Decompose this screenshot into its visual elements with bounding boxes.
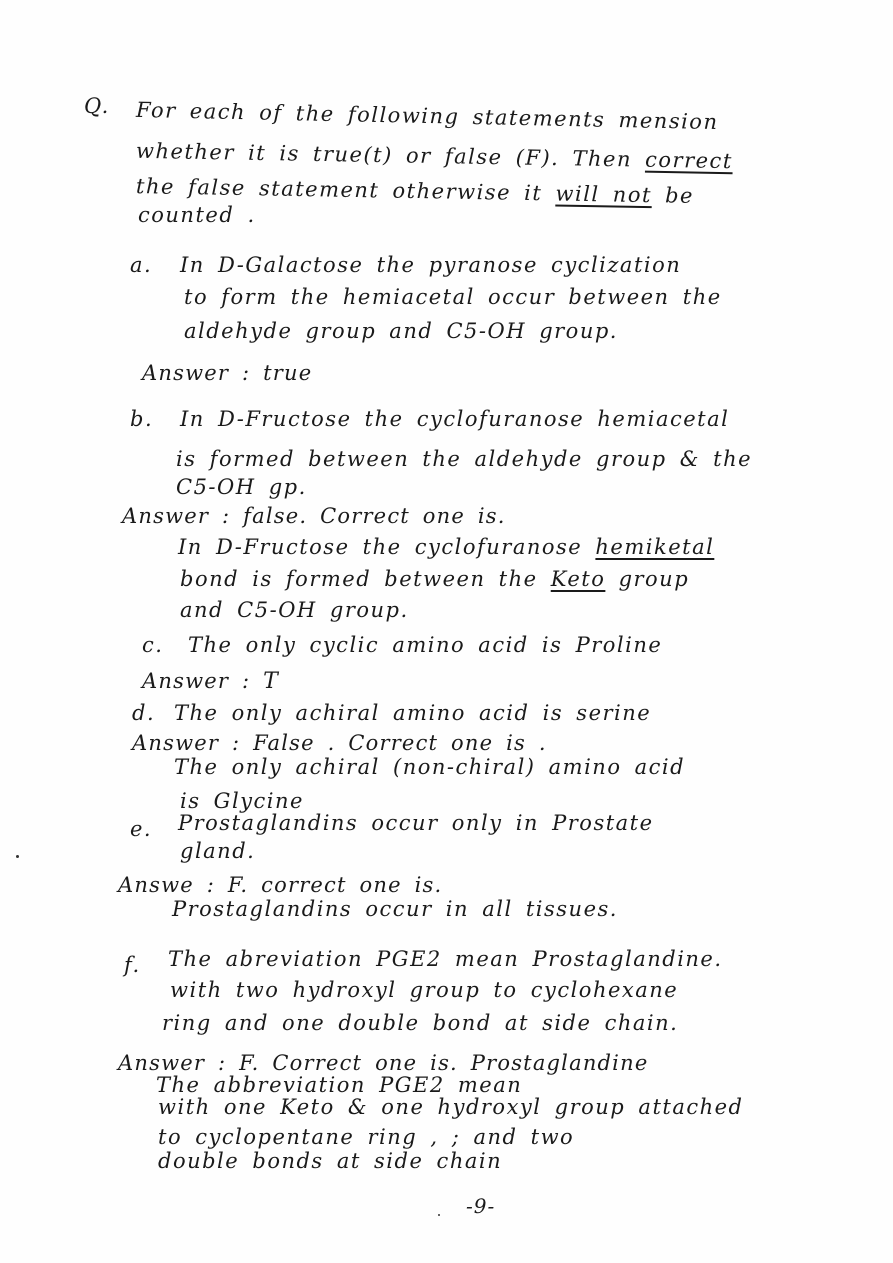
item-c-answer [142, 668, 281, 695]
intro-line-3-text: the false statement otherwise it [135, 174, 543, 206]
item-e-line-2: gland. [180, 839, 256, 863]
item-b-correction-2 [180, 566, 689, 592]
item-a-line-3: aldehyde group and C5-OH group. [184, 319, 618, 343]
item-b-correction-1 [178, 534, 714, 560]
item-d-label: d. [132, 701, 156, 725]
item-b-correction-2-text: bond is formed between the [180, 567, 538, 591]
item-d-correction-1: The only achiral (non-chiral) amino acid [174, 755, 686, 779]
intro-line-1: For each of the following statements mension [135, 97, 719, 135]
item-a-answer: Answer : true [142, 361, 313, 385]
item-b-label: b. [130, 407, 154, 431]
scan-speck [438, 1214, 440, 1216]
intro-line-4: counted . [138, 203, 256, 227]
item-f-correction-2: with one Keto & one hydroxyl group attached [158, 1095, 744, 1119]
intro-line-2-text: whether it is true(t) or false (F). Then [135, 138, 633, 172]
item-c-line-1: The only cyclic amino acid is Proline [188, 633, 663, 657]
scan-speck [16, 855, 19, 858]
item-b-line-3: C5-OH gp. [176, 475, 307, 499]
item-b-correction-2-end: group [618, 567, 690, 591]
item-b-answer: Answer : false. Correct one is. [122, 504, 506, 528]
item-b-line-2: is formed between the aldehyde group & the [176, 447, 753, 471]
item-c-label: c. [142, 633, 164, 657]
item-d-line-1: The only achiral amino acid is serine [174, 701, 652, 725]
item-f-correction-1: The abbreviation PGE2 mean [156, 1073, 523, 1097]
item-e-answer: Answe : F. correct one is. [118, 873, 443, 897]
item-f-label: f. [124, 953, 141, 977]
item-b-line-1: In D-Fructose the cyclofuranose hemiacetal [180, 407, 730, 431]
item-b-hemiketal-underlined: hemiketal [595, 535, 715, 559]
item-e-label: e. [130, 817, 153, 841]
item-f-correction-3: to cyclopentane ring , ; and two [158, 1125, 575, 1149]
item-e-line-1: Prostaglandins occur only in Prostate [178, 811, 654, 835]
item-d-answer: Answer : False . Correct one is . [132, 731, 547, 755]
item-f-answer: Answer : F. Correct one is. Prostaglandine [118, 1051, 649, 1075]
item-a-line-2: to form the hemiacetal occur between the [184, 285, 722, 309]
item-f-correction-4: double bonds at side chain [158, 1149, 503, 1173]
item-a-line-1: In D-Galactose the pyranose cyclization [180, 253, 682, 277]
item-e-correction-1: Prostaglandins occur in all tissues. [172, 897, 618, 921]
item-f-line-2: with two hydroxyl group to cyclohexane [170, 978, 679, 1002]
intro-will-not-underlined: will not [555, 181, 653, 208]
item-b-keto-underlined: Keto [550, 567, 606, 591]
item-f-line-3: ring and one double bond at side chain. [162, 1011, 679, 1035]
item-b-correction-3: and C5-OH group. [180, 598, 409, 622]
item-f-line-1: The abreviation PGE2 mean Prostaglandine. [168, 947, 723, 971]
intro-line-2 [136, 138, 733, 174]
item-a-label: a. [130, 253, 153, 277]
item-d-correction-2: is Glycine [180, 789, 304, 813]
item-c-answer-value: T [263, 669, 281, 694]
item-c-answer-label: Answer : [142, 669, 251, 693]
intro-line-3-end: be [664, 183, 695, 208]
page-number: -9- [466, 1194, 496, 1218]
intro-correct-underlined: correct [644, 147, 733, 174]
item-b-correction-1-text: In D-Fructose the cyclofuranose [178, 535, 583, 559]
question-number: Q. [84, 94, 110, 118]
